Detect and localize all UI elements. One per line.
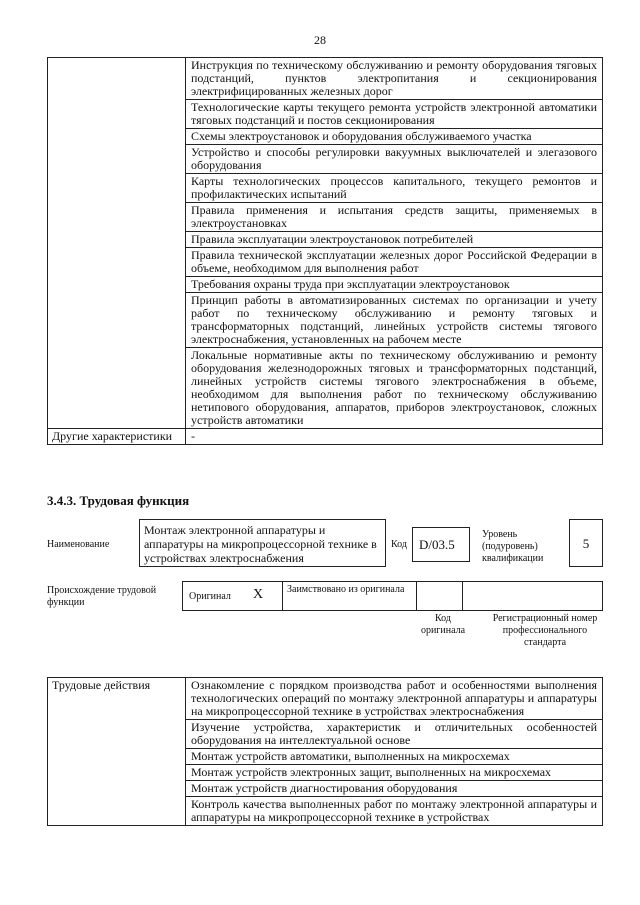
labor-actions-table [47,677,603,826]
registration-number-cell [463,582,604,610]
labor-action-item: Монтаж устройств электронных защит, выполненных на микросхемах [186,765,603,781]
knowledge-item: Правила эксплуатации электроустановок потребителей [186,232,603,248]
knowledge-item: Инструкция по техническому обслуживанию и ремонту оборудования тяговых подстанций, пунктов электропитания и секционирования электрифицированных железных дорог [186,58,603,100]
knowledge-item: Требования охраны труда при эксплуатации электроустановок [186,277,603,293]
labor-action-item: Контроль качества выполненных работ по монтажу электронной аппаратуры и аппаратуры на микропроцессорной технике в устройствах [186,797,603,826]
knowledge-item: Правила применения и испытания средств защиты, применяемых в электроустановках [186,203,603,232]
labor-action-item: Ознакомление с порядком производства работ и особенностями выполнения технологических операций по монтажу электронной аппаратуры и аппаратуры на микропроцессорной технике в устройствах электроснабжения [186,678,603,720]
knowledge-item: Технологические карты текущего ремонта устройств электронной автоматики тяговых подстанций и постов секционирования [186,100,603,129]
knowledge-item: Карты технологических процессов капитального, текущего ремонтов и профилактических испытаний [186,174,603,203]
knowledge-row [48,58,603,100]
function-code-value: D/03.5 [412,527,470,562]
labor-action-item: Монтаж устройств автоматики, выполненных на микросхемах [186,749,603,765]
original-code-cell [417,582,463,610]
qualification-level-label: Уровень (подуровень) квалификации [482,529,544,564]
knowledge-item: Локальные нормативные акты по техническому обслуживанию и ремонту оборудования железнодорожных тяговых и трансформаторных подстанций, линейных устройств системы тягового электроснабжения в объеме, необходимом для выполнения работ по техническому обслуживанию нетипового оборудования, аппаратов, приборов электроустановок, сложных устройств автоматики [186,348,603,429]
labor-action-row [48,678,603,720]
borrowed-label: Заимствовано из оригинала [287,584,405,595]
knowledge-item: Схемы электроустановок и оборудования обслуживаемого участка [186,129,603,145]
original-label: Оригинал [189,591,231,602]
section-title: 3.4.3. Трудовая функция [47,493,190,508]
page-number: 28 [314,33,326,47]
knowledge-label [48,58,186,429]
other-characteristics-row [48,429,603,445]
code-label: Код [391,539,407,550]
labor-action-item: Монтаж устройств диагностирования оборудования [186,781,603,797]
knowledge-item: Принцип работы в автоматизированных системах по организации и учету работ по техническому обслуживанию и ремонту тяговых и трансформаторных подстанций, линейных устройств системы тягового электроснабжения, установленных на рабочем месте [186,293,603,348]
original-cell [183,582,283,610]
labor-action-label: Трудовые действия [48,678,186,826]
other-characteristics-value: - [186,429,603,445]
knowledge-item: Правила технической эксплуатации железных дорог Российской Федерации в объеме, необходимом для выполнения работ [186,248,603,277]
original-code-caption: Код оригинала [420,613,466,636]
function-name-value: Монтаж электронной аппаратуры и аппаратуры на микропроцессорной технике в устройствах электроснабжения [139,519,386,567]
name-label: Наименование [47,539,110,550]
origin-label: Происхождение трудовой функции [47,585,157,608]
original-mark: X [253,587,264,602]
qualification-level-value: 5 [569,519,603,567]
labor-action-item: Изучение устройства, характеристик и отличительных особенностей оборудования на интеллектуальной основе [186,720,603,749]
registration-number-caption: Регистрационный номер профессионального стандарта [492,613,598,648]
origin-row [182,581,603,611]
other-characteristics-label: Другие характеристики [48,429,186,445]
knowledge-item: Устройство и способы регулировки вакуумных выключателей и элегазового оборудования [186,145,603,174]
knowledge-table [47,57,603,445]
borrowed-cell [283,582,417,610]
